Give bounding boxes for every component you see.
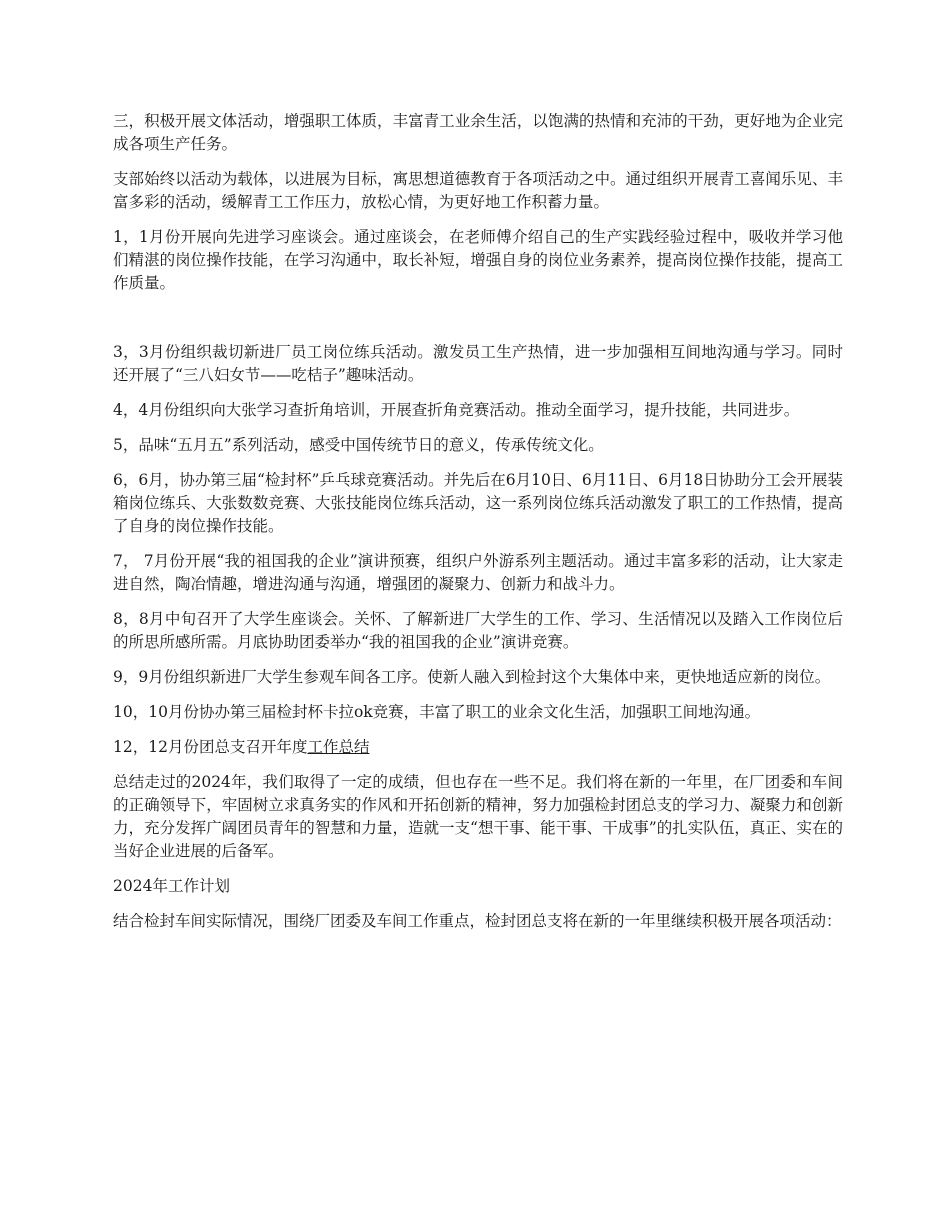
work-summary-link[interactable]: 工作总结 xyxy=(307,738,370,756)
paragraph-summary: 总结走过的2024年，我们取得了一定的成绩，但也存在一些不足。我们将在新的一年里，在厂团委和车间的正确领导下，牢固树立求真务实的作风和开拓创新的精神，努力加强检封团总支的学习力、凝聚力和创新力，充分发挥广阔团员青年的智慧和力量，造就一支“想干事、能干事、干成事”的扎实队伍，真正、实在的当好企业进展的后备军。 xyxy=(113,773,843,860)
list-item-december xyxy=(113,736,843,759)
blank-spacer xyxy=(113,307,843,341)
paragraph-plan-intro: 结合检封车间实际情况，围绕厂团委及车间工作重点，检封团总支将在新的一年里继续积极开展各项活动： xyxy=(113,912,842,930)
list-item-march: 3，3月份组织裁切新进厂员工岗位练兵活动。激发员工生产热情，进一步加强相互间地沟通与学习。同时还开展了“三八妇女节——吃桔子”趣味活动。 xyxy=(113,343,843,384)
paragraph-intro: 支部始终以活动为载体，以进展为目标，寓思想道德教育于各项活动之中。通过组织开展青工喜闻乐见、丰富多彩的活动，缓解青工工作压力，放松心情，为更好地工作积蓄力量。 xyxy=(113,170,843,211)
plan-heading: 2024年工作计划 xyxy=(113,877,230,895)
list-item-october: 10，10月份协办第三届检封杯卡拉ok竞赛，丰富了职工的业余文化生活，加强职工间地沟通。 xyxy=(113,703,761,721)
list-item-april: 4，4月份组织向大张学习查折角培训，开展查折角竞赛活动。推动全面学习，提升技能，共同进步。 xyxy=(113,401,800,419)
paragraph-section-three: 三，积极开展文体活动，增强职工体质，丰富青工业余生活，以饱满的热情和充沛的干劲，更好地为企业完成各项生产任务。 xyxy=(113,112,843,153)
list-item-june: 6，6月，协办第三届“检封杯”乒乓球竞赛活动。并先后在6月10日、6月11日、6月18日协助分工会开展装箱岗位练兵、大张数数竞赛、大张技能岗位练兵活动，这一系列岗位练兵活动激发了职工的工作热情，提高了自身的岗位操作技能。 xyxy=(113,471,843,535)
december-text: 12，12月份团总支召开年度 xyxy=(113,738,308,756)
list-item-september: 9，9月份组织新进厂大学生参观车间各工序。使新人融入到检封这个大集体中来，更快地适应新的岗位。 xyxy=(113,668,831,686)
list-item-may: 5，品味“五月五”系列活动，感受中国传统节日的意义，传承传统文化。 xyxy=(113,436,604,454)
list-item-august: 8，8月中旬召开了大学生座谈会。关怀、了解新进厂大学生的工作、学习、生活情况以及踏入工作岗位后的所思所感所需。月底协助团委举办“我的祖国我的企业”演讲竞赛。 xyxy=(113,610,843,651)
document-body xyxy=(113,110,843,945)
list-item-july: 7， 7月份开展“我的祖国我的企业”演讲预赛，组织户外游系列主题活动。通过丰富多彩的活动，让大家走进自然，陶冶情趣，增进沟通与沟通，增强团的凝聚力、创新力和战斗力。 xyxy=(113,552,843,593)
list-item-january: 1，1月份开展向先进学习座谈会。通过座谈会，在老师傅介绍自己的生产实践经验过程中，吸收并学习他们精湛的岗位操作技能，在学习沟通中，取长补短，增强自身的岗位业务素养，提高岗位操作技能，提高工作质量。 xyxy=(113,228,843,292)
